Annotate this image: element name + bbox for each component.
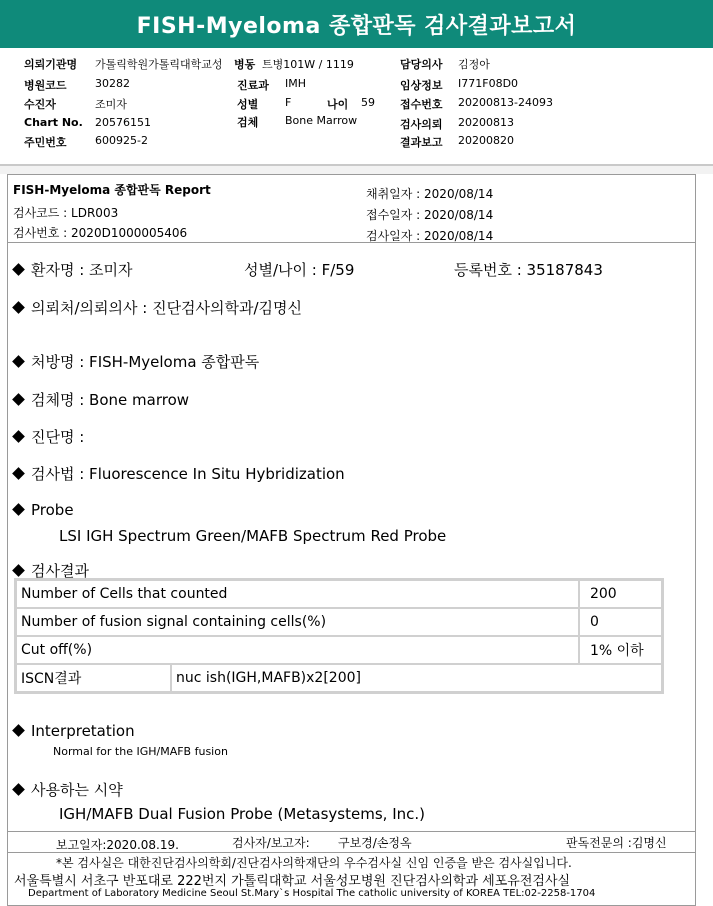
sex-label: 성별 bbox=[237, 98, 259, 111]
probe-value: LSI IGH Spectrum Green/MAFB Spectrum Red Probe bbox=[59, 527, 447, 545]
report-info-box bbox=[8, 175, 695, 243]
certification-note: *본 검사실은 대한진단검사의학회/진단검사의학재단의 우수검사실 신임 인증을 받은 검사실입니다. bbox=[56, 856, 572, 870]
interpretation-value: Normal for the IGH/MAFB fusion bbox=[53, 745, 228, 758]
divider bbox=[0, 166, 713, 174]
test-no: 검사번호 : 2020D1000005406 bbox=[13, 226, 188, 240]
doctor-label: 담당의사 bbox=[400, 58, 443, 71]
report-title: FISH-Myeloma 종합판독 검사결과보고서 bbox=[0, 0, 713, 48]
row-value: 200 bbox=[579, 580, 663, 609]
doctor-value: 김정아 bbox=[458, 58, 490, 71]
tester-names: 구보경/손정옥 bbox=[338, 836, 412, 850]
clinical-info-value: I771F08D0 bbox=[458, 77, 519, 90]
patient-name: 환자명 : 조미자 bbox=[31, 261, 133, 279]
specimen-value: Bone Marrow bbox=[285, 114, 358, 127]
chart-no-value: 20576151 bbox=[95, 116, 151, 129]
iscn-value: nuc ish(IGH,MAFB)x2[200] bbox=[171, 664, 663, 693]
footer bbox=[8, 852, 695, 906]
test-code: 검사코드 : LDR003 bbox=[13, 206, 119, 220]
table-row bbox=[16, 636, 663, 664]
patient-line bbox=[10, 259, 133, 280]
receipt-no-value: 20200813-24093 bbox=[458, 96, 553, 109]
report-date: 보고일자:2020.08.19. bbox=[56, 838, 179, 852]
patient-header bbox=[0, 48, 713, 166]
id-no-value: 600925-2 bbox=[95, 134, 148, 147]
recipient-label: 수진자 bbox=[24, 98, 56, 111]
row-label: Cut off(%) bbox=[16, 636, 579, 664]
age-value: 59 bbox=[361, 96, 375, 109]
referrer-line: 의뢰처/의뢰의사 : 진단검사의학과/김명신 bbox=[10, 297, 302, 318]
result-report-label: 결과보고 bbox=[400, 136, 443, 149]
row-label: Number of fusion signal containing cells(%) bbox=[16, 608, 579, 636]
hospital-code-label: 병원코드 bbox=[24, 79, 67, 92]
age-label: 나이 bbox=[327, 98, 349, 111]
row-label: Number of Cells that counted bbox=[16, 580, 579, 609]
table-row bbox=[16, 608, 663, 636]
diamond-bullet-icon bbox=[12, 355, 25, 368]
chart-no-label: Chart No. bbox=[24, 116, 83, 129]
dept-label: 진료과 bbox=[237, 79, 269, 92]
specimen-line: 검체명 : Bone marrow bbox=[10, 389, 189, 410]
ward-value: 트병101W / 1119 bbox=[262, 58, 354, 71]
report-subtitle: FISH-Myeloma 종합판독 Report bbox=[13, 183, 211, 197]
id-no-label: 주민번호 bbox=[24, 136, 67, 149]
interpretation-heading: Interpretation bbox=[10, 722, 135, 740]
report-body bbox=[7, 174, 696, 906]
diamond-bullet-icon bbox=[12, 263, 25, 276]
row-value: 0 bbox=[579, 608, 663, 636]
table-row bbox=[16, 664, 663, 693]
diamond-bullet-icon bbox=[12, 564, 25, 577]
diamond-bullet-icon bbox=[12, 301, 25, 314]
probe-line: Probe bbox=[10, 501, 74, 519]
prescription-line: 처방명 : FISH-Myeloma 종합판독 bbox=[10, 351, 259, 372]
reagent-value: IGH/MAFB Dual Fusion Probe (Metasystems, Inc.) bbox=[59, 805, 425, 823]
test-date: 검사일자 : 2020/08/14 bbox=[366, 229, 494, 243]
clinical-info-label: 임상정보 bbox=[400, 79, 443, 92]
address-en: Department of Laboratory Medicine Seoul St.Mary`s Hospital The catholic university of KOREA TEL:02-2258-1704 bbox=[28, 888, 596, 899]
specimen-label: 검체 bbox=[237, 116, 259, 129]
result-heading: 검사결과 bbox=[10, 560, 89, 581]
result-table bbox=[14, 578, 664, 694]
tester-label: 검사자/보고자: bbox=[232, 836, 310, 850]
receipt-no-label: 접수번호 bbox=[400, 98, 443, 111]
diamond-bullet-icon bbox=[12, 430, 25, 443]
diamond-bullet-icon bbox=[12, 393, 25, 406]
ward-label: 병동 bbox=[234, 58, 256, 71]
recipient-value: 조미자 bbox=[95, 98, 127, 111]
registration-no: 등록번호 : 35187843 bbox=[454, 261, 603, 279]
diamond-bullet-icon bbox=[12, 467, 25, 480]
address-kr: 서울특별시 서초구 반포대로 222번지 가톨릭대학교 서울성모병원 진단검사의학과 세포유전검사실 bbox=[14, 874, 571, 889]
iscn-label: ISCN결과 bbox=[16, 664, 172, 693]
test-request-label: 검사의뢰 bbox=[400, 118, 443, 131]
diamond-bullet-icon bbox=[12, 783, 25, 796]
sex-value: F bbox=[285, 96, 292, 109]
method-line: 검사법 : Fluorescence In Situ Hybridization bbox=[10, 463, 345, 484]
hospital-code-value: 30282 bbox=[95, 77, 130, 90]
sex-age: 성별/나이 : F/59 bbox=[244, 261, 355, 279]
institution-label: 의뢰기관명 bbox=[24, 58, 78, 71]
signature-row bbox=[8, 831, 695, 852]
table-row bbox=[16, 580, 663, 609]
diamond-bullet-icon bbox=[12, 724, 25, 737]
institution-value: 가톨릭학원가톨릭대학교성 bbox=[95, 58, 223, 71]
receipt-date: 접수일자 : 2020/08/14 bbox=[366, 208, 494, 222]
test-request-value: 20200813 bbox=[458, 116, 514, 129]
diamond-bullet-icon bbox=[12, 503, 25, 516]
diagnosis-line: 진단명 : bbox=[10, 426, 84, 447]
collect-date: 채취일자 : 2020/08/14 bbox=[366, 187, 494, 201]
reader: 판독전문의 :김명신 bbox=[566, 836, 667, 850]
dept-value: IMH bbox=[285, 77, 307, 90]
reagent-heading: 사용하는 시약 bbox=[10, 779, 123, 800]
result-report-value: 20200820 bbox=[458, 134, 514, 147]
row-value: 1% 이하 bbox=[579, 636, 663, 664]
